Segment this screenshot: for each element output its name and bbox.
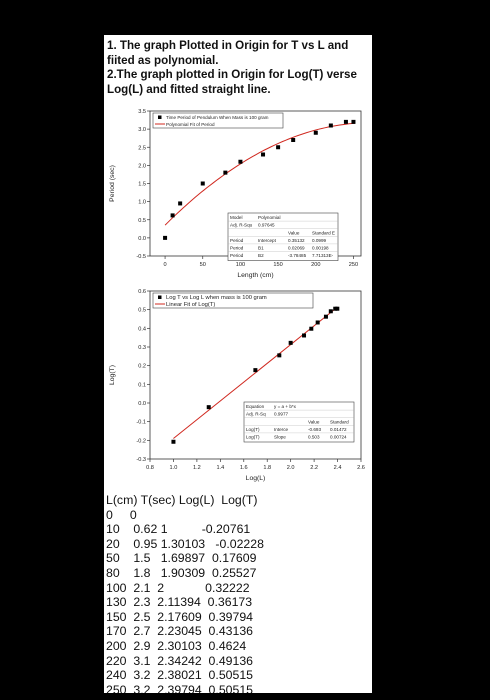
x-tick-label: 2.6 xyxy=(357,465,365,471)
fit-table-cell: 0.503 xyxy=(308,434,320,440)
y-tick-label: 0.5 xyxy=(138,217,146,224)
data-point xyxy=(178,201,182,205)
data-point xyxy=(314,131,318,135)
table-row: 220 3.1 2.34242 0.49136 xyxy=(106,653,254,668)
legend-marker xyxy=(158,296,162,300)
x-tick-label: 100 xyxy=(235,262,246,268)
x-tick-label: 0 xyxy=(163,262,167,268)
fit-table-cell: -0.693 xyxy=(308,426,322,432)
y-tick-label: 0.1 xyxy=(138,382,146,389)
fit-table-cell: 0.00724 xyxy=(330,434,347,440)
x-tick-label: 1.2 xyxy=(192,465,201,471)
x-tick-label: 200 xyxy=(311,262,321,268)
y-tick-label: 2.0 xyxy=(138,163,146,170)
y-tick-label: 3.5 xyxy=(138,109,146,115)
data-point xyxy=(335,307,339,311)
data-point xyxy=(329,124,333,128)
legend-entry: Linear Fit of Log(T) xyxy=(166,302,216,308)
fit-table-cell: Period xyxy=(230,245,244,251)
y-tick-label: 3.0 xyxy=(138,127,146,134)
fit-table-cell: y = a + b*x xyxy=(274,404,296,410)
fit-table-cell: Standard xyxy=(330,419,349,425)
legend-marker xyxy=(158,116,162,120)
table-row: 20 0.95 1.30103 -0.02228 xyxy=(106,536,264,551)
data-point xyxy=(171,213,175,217)
data-point xyxy=(291,138,295,142)
fit-table-cell: Standard E xyxy=(312,230,335,236)
document-page xyxy=(104,35,372,693)
table-row: 250 3.2 2.39794 0.50515 xyxy=(106,682,254,693)
fit-table-cell: 0.01472 xyxy=(330,426,347,432)
fit-table-cell: 0.97645 xyxy=(258,222,275,228)
y-tick-label: -0.2 xyxy=(136,438,146,445)
y-tick-label: -0.1 xyxy=(136,419,146,426)
y-tick-label: 0.5 xyxy=(138,307,146,314)
data-point xyxy=(329,309,333,313)
fit-curve xyxy=(165,123,355,225)
table-row: 240 3.2 2.38021 0.50515 xyxy=(106,668,254,683)
fit-table-cell: Intercept xyxy=(258,237,276,243)
data-point xyxy=(207,405,211,409)
logt-vs-logl-chart xyxy=(104,287,372,487)
data-point xyxy=(276,145,280,149)
x-tick-label: 1.4 xyxy=(216,465,225,471)
y-axis-label: Log(T) xyxy=(109,364,116,386)
fit-table-cell: Period xyxy=(230,253,244,259)
table-header: L(cm) T(sec) Log(L) Log(T) xyxy=(106,493,258,507)
y-tick-label: 0.0 xyxy=(138,401,146,407)
fit-table-cell: -3.78485 xyxy=(288,253,307,259)
period-vs-length-chart xyxy=(104,107,372,285)
data-table xyxy=(106,493,370,693)
data-point xyxy=(344,120,348,124)
fit-table-cell: 0.35132 xyxy=(288,237,305,243)
fit-table-cell: B1 xyxy=(258,245,264,251)
x-tick-label: 250 xyxy=(348,262,359,268)
fit-table-cell: Value xyxy=(288,230,300,236)
fit-table-cell: 0.00198 xyxy=(312,245,329,251)
data-point xyxy=(309,327,313,331)
x-tick-label: 150 xyxy=(273,262,283,268)
y-tick-label: 1.5 xyxy=(138,181,146,188)
x-tick-label: 1.0 xyxy=(169,465,178,471)
fit-table-cell: Value xyxy=(308,419,320,425)
data-point xyxy=(163,236,167,240)
fit-table-cell: Polynomial xyxy=(258,215,281,221)
x-axis-label: Log(L) xyxy=(245,475,266,482)
data-point xyxy=(238,160,242,164)
x-axis-label: Length (cm) xyxy=(237,272,274,279)
question-heading: 1. The graph Plotted in Origin for T vs L and fiited as polynomial. 2.The graph plotted in Origin for Log(T) verse Log(L) and fitted straight line. xyxy=(107,39,357,96)
y-tick-label: 0.3 xyxy=(138,345,146,351)
data-point xyxy=(289,341,293,345)
data-point xyxy=(302,333,306,337)
y-tick-label: -0.3 xyxy=(136,457,146,463)
table-row: 100 2.1 2 0.32222 xyxy=(106,580,250,595)
table-row: 150 2.5 2.17609 0.39794 xyxy=(106,609,254,624)
fit-table-cell: 0.02069 xyxy=(288,245,305,251)
x-tick-label: 1.8 xyxy=(263,465,272,471)
y-axis-label: Period (sec) xyxy=(109,165,116,202)
table-row: 80 1.8 1.90309 0.25527 xyxy=(106,565,257,580)
legend-entry: Log T vs Log L when mass is 100 gram xyxy=(166,295,267,301)
x-tick-label: 2.0 xyxy=(286,465,295,471)
x-tick-label: 1.6 xyxy=(239,465,248,471)
fit-table-cell: Log(T) xyxy=(246,434,260,440)
table-row: 50 1.5 1.69897 0.17609 xyxy=(106,551,257,566)
y-tick-label: 0.2 xyxy=(138,363,146,370)
data-point xyxy=(351,120,355,124)
fit-table-cell: Period xyxy=(230,237,244,243)
table-row: 200 2.9 2.30103 0.4624 xyxy=(106,638,247,653)
fit-table-cell: 7.71313E- xyxy=(312,253,334,259)
x-tick-label: 2.4 xyxy=(333,465,342,471)
data-point xyxy=(223,171,227,175)
data-point xyxy=(201,182,205,186)
fit-table-cell: Equation xyxy=(246,404,265,410)
fit-table-cell: 0.9977 xyxy=(274,411,289,417)
y-tick-label: 1.0 xyxy=(138,199,146,206)
data-point xyxy=(261,153,265,157)
legend-entry: Polynomial Fit of Period xyxy=(166,122,215,127)
x-tick-label: 50 xyxy=(199,262,206,268)
fit-table-cell: Slope xyxy=(274,434,286,440)
table-rows xyxy=(106,508,370,693)
y-tick-label: 0.6 xyxy=(138,289,146,295)
legend-entry: Time Period of Pendulum When Mass is 100 gram xyxy=(166,115,269,120)
x-tick-label: 0.8 xyxy=(146,465,154,471)
data-point xyxy=(253,368,257,372)
y-tick-label: 0.0 xyxy=(138,235,146,242)
x-tick-label: 2.2 xyxy=(310,465,319,471)
fit-table-cell: B2 xyxy=(258,253,264,259)
fit-table-cell: Adj. R-Squ xyxy=(230,222,253,228)
table-row: 130 2.3 2.11394 0.36173 xyxy=(106,595,253,610)
fit-table-cell: Adj. R-Sq xyxy=(246,411,266,417)
fit-table-cell: 0.0999 xyxy=(312,237,327,243)
table-row: 10 0.62 1 -0.20761 xyxy=(106,522,251,537)
y-tick-label: 0.4 xyxy=(138,326,146,333)
data-point xyxy=(324,315,328,319)
fit-table-cell: Log(T) xyxy=(246,426,260,432)
fit-table-cell: Interce xyxy=(274,426,289,432)
table-row: 170 2.7 2.23045 0.43136 xyxy=(106,624,254,639)
data-point xyxy=(171,440,175,444)
fit-table-cell: Model xyxy=(230,215,243,221)
data-point xyxy=(316,320,320,324)
y-tick-label: -0.5 xyxy=(136,254,146,260)
table-row: 0 0 xyxy=(106,507,137,522)
data-point xyxy=(277,353,281,357)
y-tick-label: 2.5 xyxy=(138,145,146,152)
